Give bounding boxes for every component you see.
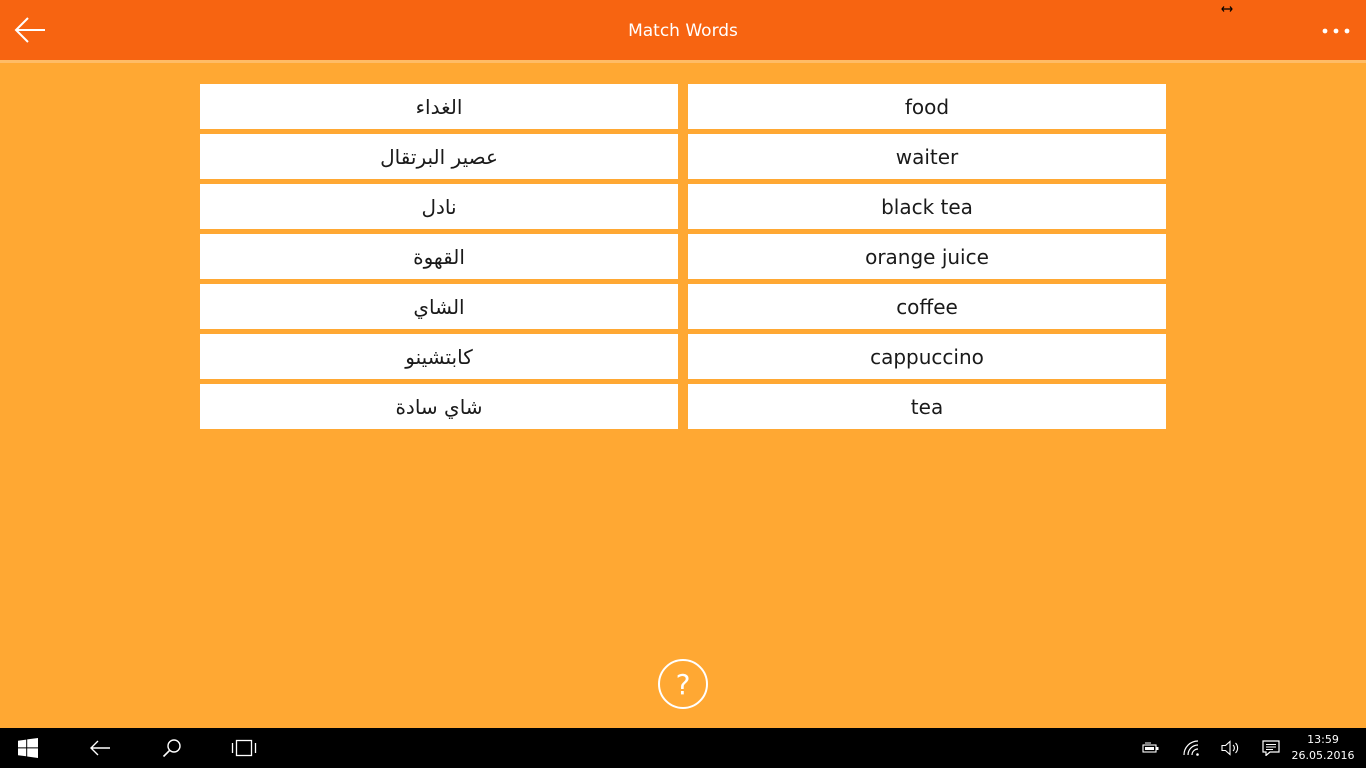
english-word-tile[interactable]: orange juice [688, 234, 1166, 279]
clock-date: 26.05.2016 [1291, 749, 1355, 762]
pair-row [200, 84, 1166, 129]
windows-start-icon [18, 738, 38, 758]
taskbar-back-button[interactable] [72, 728, 128, 768]
arabic-word-tile[interactable]: شاي سادة [200, 384, 678, 429]
search-icon [162, 738, 182, 758]
back-button[interactable] [10, 10, 50, 50]
arabic-word-tile[interactable]: الشاي [200, 284, 678, 329]
pair-row [200, 234, 1166, 279]
english-word-tile[interactable]: cappuccino [688, 334, 1166, 379]
more-ellipsis-icon [1322, 28, 1350, 34]
back-icon [89, 739, 111, 757]
help-button[interactable]: ? [658, 659, 708, 709]
english-word-tile[interactable]: coffee [688, 284, 1166, 329]
task-view-icon [231, 739, 257, 757]
wifi-icon [1183, 740, 1201, 756]
page-title: Match Words [628, 21, 738, 41]
english-word-tile[interactable]: tea [688, 384, 1166, 429]
action-center-button[interactable] [1256, 728, 1286, 768]
pair-row [200, 384, 1166, 429]
pair-row [200, 134, 1166, 179]
arabic-word-tile[interactable]: نادل [200, 184, 678, 229]
app-header [0, 0, 1366, 60]
volume-button[interactable] [1216, 728, 1246, 768]
pair-row [200, 284, 1166, 329]
arabic-word-tile[interactable]: الغداء [200, 84, 678, 129]
english-word-tile[interactable]: food [688, 84, 1166, 129]
english-word-tile[interactable]: waiter [688, 134, 1166, 179]
arabic-word-tile[interactable]: القهوة [200, 234, 678, 279]
more-options-button[interactable] [1316, 18, 1356, 44]
notifications-icon [1262, 740, 1280, 756]
english-word-tile[interactable]: black tea [688, 184, 1166, 229]
task-view-button[interactable] [216, 728, 272, 768]
search-button[interactable] [144, 728, 200, 768]
arabic-word-tile[interactable]: عصير البرتقال [200, 134, 678, 179]
back-arrow-icon [13, 15, 47, 45]
pair-row [200, 184, 1166, 229]
pair-row [200, 334, 1166, 379]
clock-time: 13:59 [1307, 733, 1339, 746]
volume-icon [1221, 740, 1241, 756]
start-button[interactable] [0, 728, 56, 768]
header-divider [0, 60, 1366, 63]
resize-arrows-icon [1218, 2, 1236, 16]
battery-button[interactable] [1136, 728, 1166, 768]
system-clock[interactable] [1290, 732, 1356, 766]
taskbar [0, 728, 1366, 768]
arabic-word-tile[interactable]: كابتشينو [200, 334, 678, 379]
battery-icon [1142, 742, 1160, 754]
network-button[interactable] [1177, 728, 1207, 768]
